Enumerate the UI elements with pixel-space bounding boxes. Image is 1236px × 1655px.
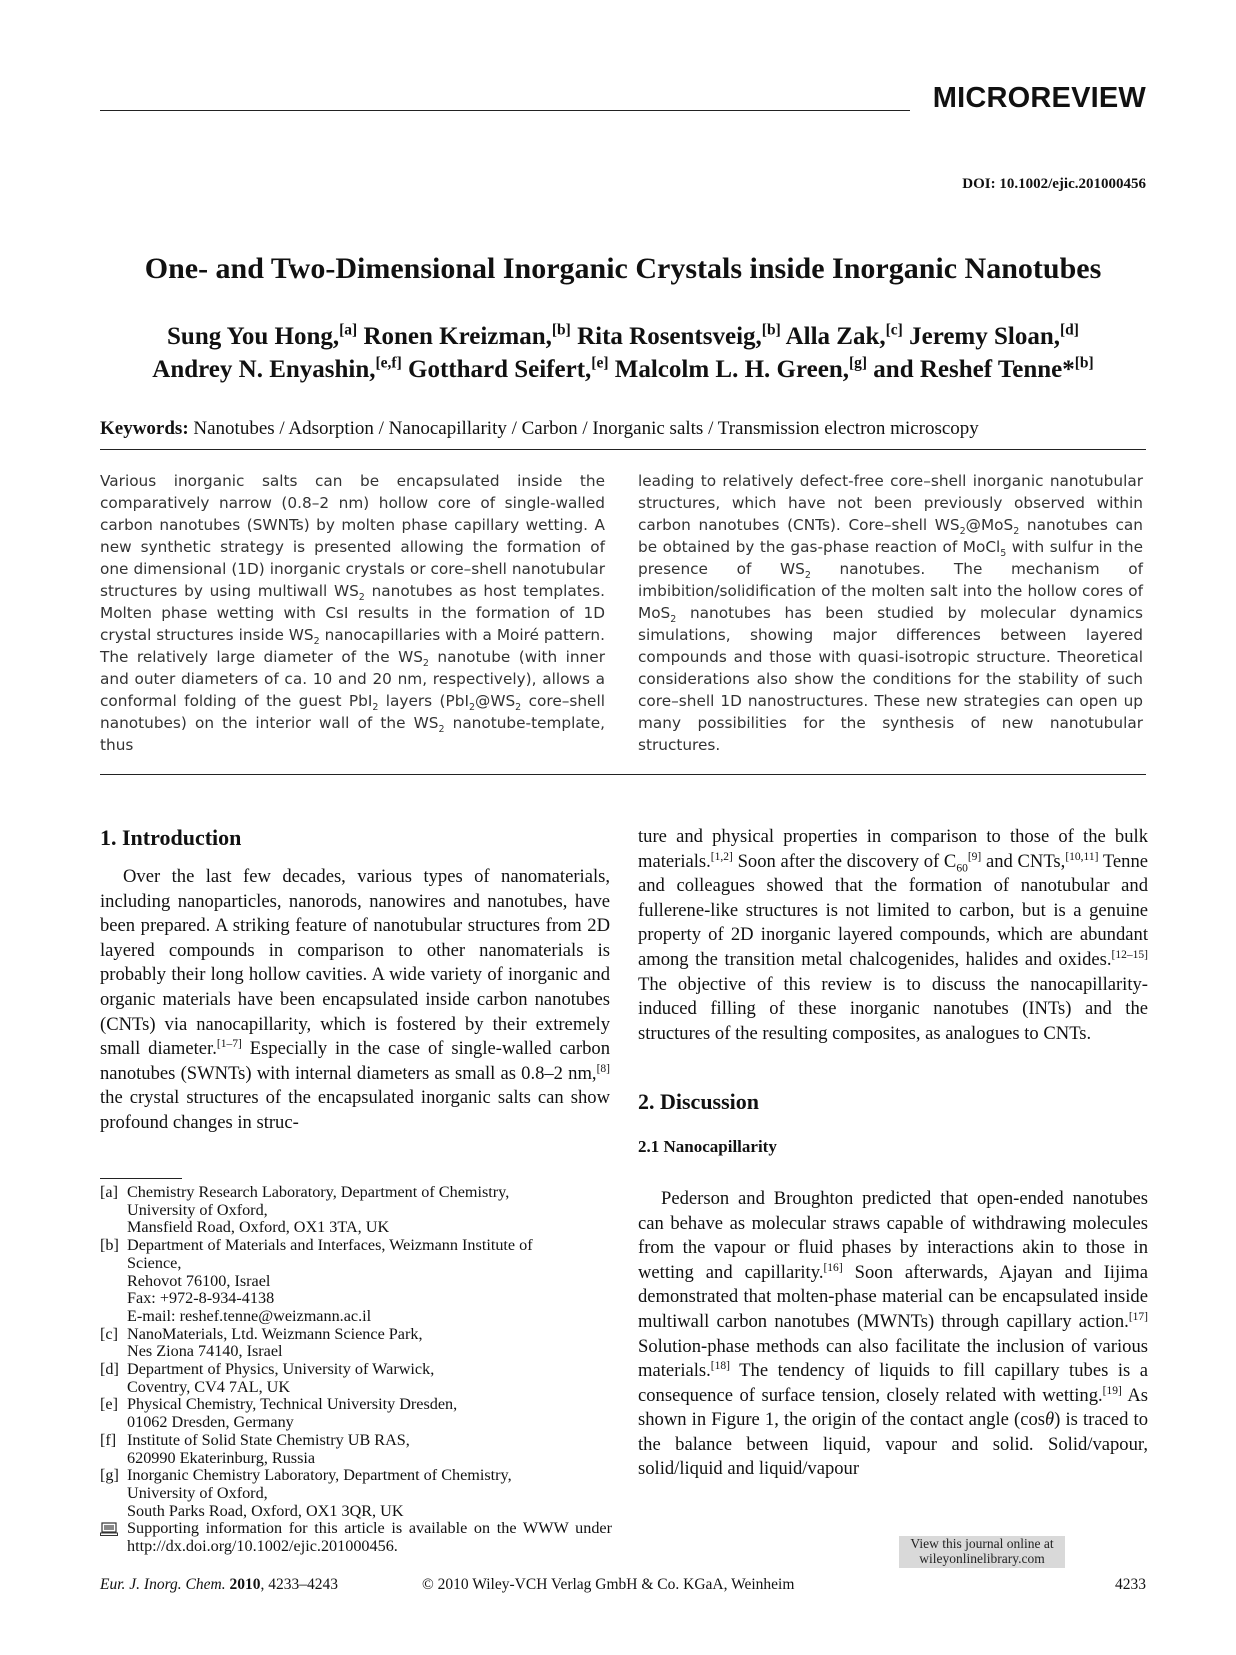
citation: [17]: [1128, 1310, 1148, 1323]
affiliation: [e] Physical Chemistry, Technical University Dresden, 01062 Dresden, Germany: [100, 1395, 458, 1432]
keywords-label: Keywords:: [100, 418, 189, 439]
citation: [12–15]: [1111, 948, 1148, 961]
citation: [1–7]: [216, 1037, 242, 1050]
computer-icon: [100, 1520, 127, 1555]
header-rule: [100, 110, 910, 111]
abstract-rule: [100, 774, 1146, 775]
author: Sung You Hong,[a]: [167, 321, 358, 350]
author: Rita Rosentsveig,[b]: [577, 321, 781, 350]
footer-copyright: © 2010 Wiley-VCH Verlag GmbH & Co. KGaA, Weinheim: [422, 1576, 795, 1593]
affiliation: [b] Department of Materials and Interfaces, Weizmann Institute of Science, Rehovot 76100, Israel Fax: +972-8-934-4138 E-mail: reshef.tenne@weizmann.ac.il: [100, 1236, 533, 1325]
left-column: [100, 825, 610, 1136]
citation: [10,11]: [1065, 850, 1099, 863]
intro-heading: 1. Introduction: [100, 825, 242, 850]
intro-paragraph: Over the last few decades, various types of nanomaterials, including nanoparticles, nanorods, nanowires and nanotubes, have been prepared. A striking feature of nanotubular structures from 2D layered compounds in comparison to other nanomaterials is probably their long hollow cavities. A wide variety of inorganic and organic materials have been encapsulated inside carbon nanotubes (CNTs) via nanocapillarity, which is fostered by their extremely small diameter.[1–7] Especially in the case of single-walled carbon nanotubes (SWNTs) with internal diameters as small as 0.8–2 nm,[8] the crystal structures of the encapsulated inorganic salts can show profound changes in struc-: [100, 866, 610, 1133]
abstract-left: Various inorganic salts can be encapsulated inside the comparatively narrow (0.8–2 nm) hollow core of single-walled carbon nanotubes (SWNTs) by molten phase capillary wetting. A new synthetic strategy is presented allowing the formation of one dimensional (1D) inorganic crystals or core–shell nanotubular structures by using multiwall $WS_2$ nanotubes as host templates. Molten phase wetting with CsI results in the formation of 1D crystal structures inside $WS_2$ nanocapillaries with a Moiré pattern. The relatively large diameter of the $WS_2$ nanotube (with inner and outer diameters of ca. 10 and 20 nm, respectively), allows a conformal folding of the guest PbI$_2$ layers ($PbI_2@WS_2$ core–shell nanotubes) on the interior wall of the $WS_2$ nanotube-template, thus: [100, 472, 605, 754]
affiliation: [f] Institute of Solid State Chemistry UB RAS, 620990 Ekaterinburg, Russia: [100, 1430, 410, 1467]
right-column: [638, 825, 1148, 1482]
page-number: 4233: [1115, 1576, 1146, 1593]
affiliations: [100, 1184, 612, 1556]
author: Gotthard Seifert,[e]: [408, 354, 609, 383]
author: and Reshef Tenne*[b]: [873, 354, 1094, 383]
keywords: [100, 418, 1146, 440]
citation: [8]: [596, 1062, 610, 1075]
author: Ronen Kreizman,[b]: [363, 321, 571, 350]
author: Alla Zak,[c]: [785, 321, 903, 350]
footer-citation: Eur. J. Inorg. Chem. 2010, 4233–4243: [100, 1576, 338, 1593]
nanocapillarity-heading: 2.1 Nanocapillarity: [638, 1137, 777, 1157]
section-label: MICROREVIEW: [932, 82, 1146, 114]
affiliation: [d] Department of Physics, University of Warwick, Coventry, CV4 7AL, UK: [100, 1360, 435, 1396]
footnote-rule: [100, 1178, 182, 1179]
citation: [19]: [1102, 1384, 1122, 1397]
keywords-rule: [100, 449, 1146, 450]
citation: [9]: [967, 850, 982, 863]
author-list: [100, 320, 1146, 386]
affiliation: [a] Chemistry Research Laboratory, Department of Chemistry, University of Oxford, Mansfield Road, Oxford, OX1 3TA, UK: [100, 1183, 510, 1237]
citation: [1,2]: [710, 850, 733, 863]
abstract-right: leading to relatively defect-free core–shell inorganic nanotubular structures, which have not been previously observed within carbon nanotubes (CNTs). Core–shell $WS_2@MoS_2$ nanotubes can be obtained by the gas-phase reaction of MoCl$_5$ with sulfur in the presence of $WS_2$ nanotubes. The mechanism of imbibition/solidification of the molten salt into the hollow cores of MoS$_2$ nanotubes has been studied by molecular dynamics simulations, showing major differences between layered compounds and those with quasi-isotropic structure. Theoretical considerations also show the conditions for the stability of such core–shell 1D nanostructures. These new strategies can open up many possibilities for the synthesis of new nanotubular structures.: [638, 472, 1143, 754]
supporting-info: [100, 1520, 612, 1555]
citation: [16]: [823, 1261, 843, 1274]
citation: [18]: [710, 1359, 730, 1372]
discussion-paragraph: Pederson and Broughton predicted that open-ended nanotubes can behave as molecular straws capable of withdrawing molecules from the vapour or fluid phases by interactions akin to those in wetting and capillarity.[16] Soon afterwards, Ajayan and Iijima demonstrated that molten-phase material can be encapsulated inside multiwall carbon nanotubes (MWNTs) through capillary action.[17] Solution-phase methods can also facilitate the inclusion of various materials.[18] The tendency of liquids to fill capillary tubes is a consequence of surface tension, closely related with wetting.[19] As shown in Figure 1, the origin of the contact angle (cosθ) is traced to the balance between liquid, vapour and solid. Solid/vapour, solid/liquid and liquid/vapour: [638, 1187, 1148, 1480]
article-title: One- and Two-Dimensional Inorganic Crystals inside Inorganic Nanotubes: [144, 252, 1102, 285]
affiliation: [c] NanoMaterials, Ltd. Weizmann Science Park, Nes Ziona 74140, Israel: [100, 1324, 423, 1361]
intro-continuation: ture and physical properties in comparison to those of the bulk materials.[1,2] Soon after the discovery of $C_{60}[9]$ and CNTs,[10,11] Tenne and colleagues showed that the formation of nanotubular and fullerene-like structures is not limited to carbon, but is a genuine property of 2D inorganic layered compounds, which are abundant among the transition metal chalcogenides, halides and oxides.[12–15] The objective of this review is to discuss the nanocapillarity-induced filling of these inorganic nanotubes (INTs) and the structures of the resulting composites, as analogues to CNTs.: [638, 826, 1148, 1044]
author: Andrey N. Enyashin,[e,f]: [152, 354, 402, 383]
supporting-info-text: Supporting information for this article is available on the WWW under http://dx.doi.org/10.1002/ejic.201000456.: [127, 1519, 612, 1556]
keywords-text: Nanotubes / Adsorption / Nanocapillarity / Carbon / Inorganic salts / Transmission electron microscopy: [193, 418, 979, 439]
author: Malcolm L. H. Green,[g]: [614, 354, 868, 383]
doi: DOI: 10.1002/ejic.201000456: [962, 176, 1146, 192]
affiliation: [g] Inorganic Chemistry Laboratory, Department of Chemistry, University of Oxford, South Parks Road, Oxford, OX1 3QR, UK: [100, 1466, 512, 1520]
author: Jeremy Sloan,[d]: [909, 321, 1079, 350]
discussion-heading: 2. Discussion: [638, 1089, 760, 1115]
journal-online-badge[interactable]: View this journal online at wileyonlinelibrary.com: [899, 1536, 1065, 1568]
